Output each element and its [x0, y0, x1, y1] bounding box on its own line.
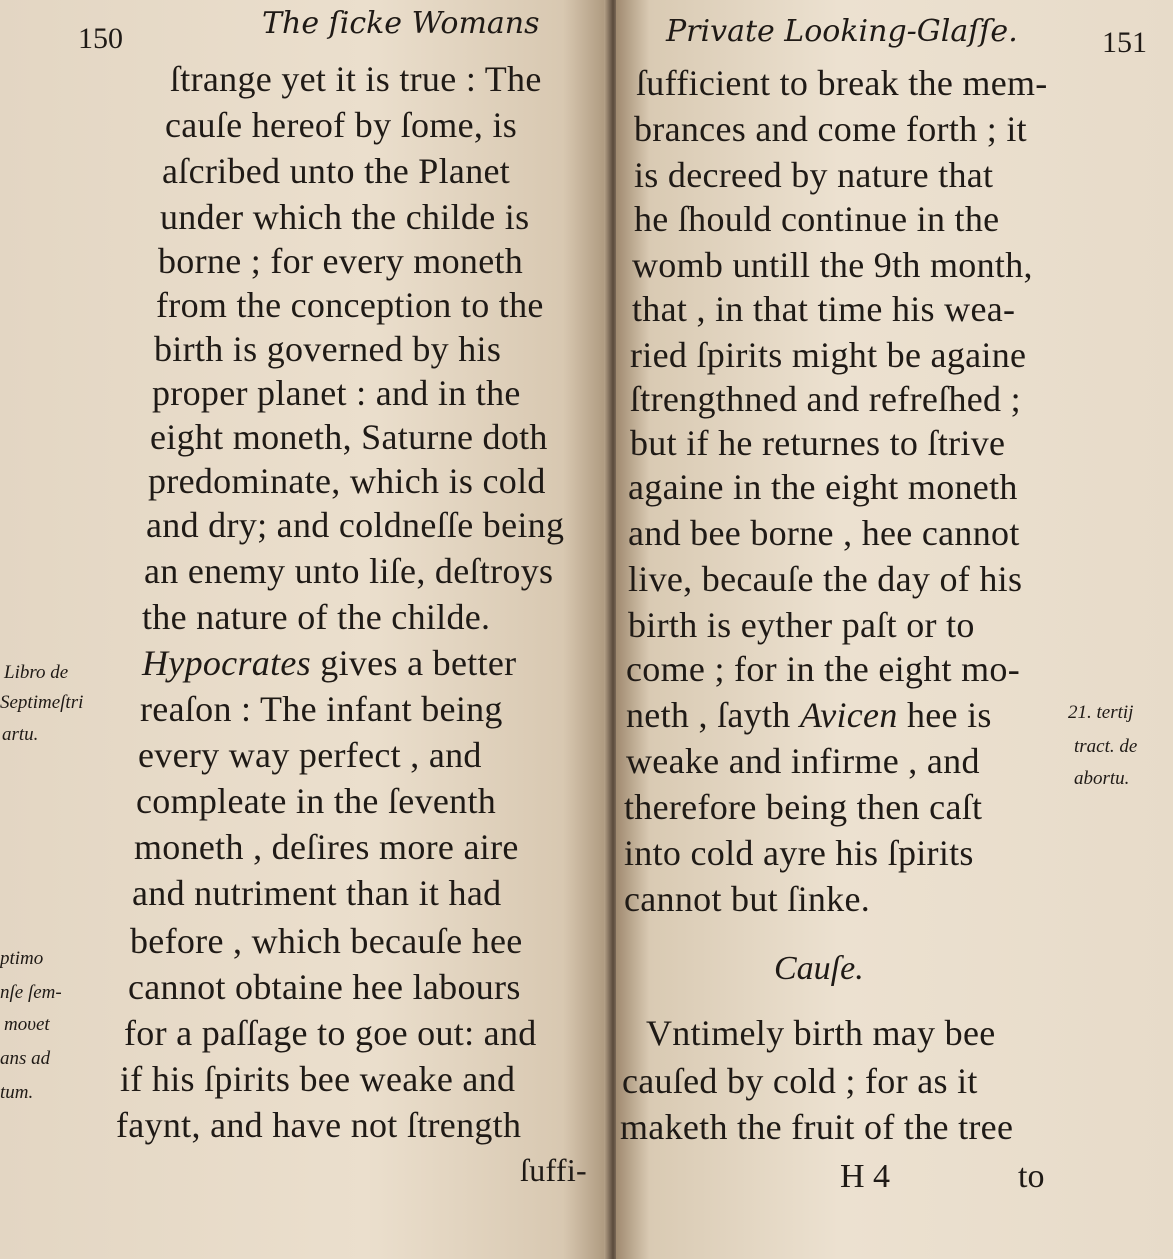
- hypocrates-name: Hypocrates: [142, 643, 311, 683]
- left-line: moneth , deſires more aire: [134, 827, 519, 867]
- right-page-number: 151: [1102, 26, 1147, 59]
- margin-note-line: tract. de: [1074, 736, 1138, 757]
- right-line: weake and infirme , and: [626, 741, 980, 781]
- right-line: ried ſpirits might be againe: [630, 335, 1027, 375]
- left-line: every way perfect , and: [138, 735, 482, 775]
- left-line: ſtrange yet it is true : The: [170, 59, 542, 99]
- right-line-text: hee is: [906, 695, 992, 735]
- signature-mark: H 4: [840, 1158, 891, 1195]
- right-line: come ; for in the eight mo-: [626, 649, 1020, 689]
- left-line: and nutriment than it had: [132, 873, 502, 913]
- right-line: live, becauſe the day of his: [628, 559, 1023, 599]
- left-line-text: gives a better: [320, 643, 517, 683]
- left-line-hypocrates: [142, 642, 516, 684]
- left-catchword: ſuffi-: [520, 1152, 587, 1188]
- right-line: he ſhould continue in the: [634, 199, 1000, 239]
- section-heading: Cauſe.: [774, 950, 864, 987]
- margin-note-line: 21. tertij: [1068, 702, 1134, 723]
- left-line: for a paſſage to goe out: and: [124, 1013, 537, 1053]
- left-line: if his ſpirits bee weake and: [120, 1059, 516, 1099]
- right-line: therefore being then caſt: [624, 787, 983, 827]
- left-line: an enemy unto liſe, deſtroys: [144, 551, 554, 591]
- left-page-number: 150: [78, 22, 123, 55]
- left-line: cauſe hereof by ſome, is: [165, 105, 518, 145]
- right-line: but if he returnes to ſtrive: [630, 423, 1006, 463]
- left-line: compleate in the ſeventh: [136, 781, 497, 821]
- right-line: brances and come forth ; it: [634, 109, 1027, 149]
- left-line: predominate, which is cold: [148, 461, 546, 501]
- left-line: eight moneth, Saturne doth: [150, 417, 548, 457]
- margin-note-line: ans ad: [0, 1048, 51, 1069]
- right-line-avicen: [626, 694, 992, 736]
- left-line: before , which becauſe hee: [130, 921, 523, 961]
- margin-note-line: moυet: [4, 1014, 50, 1035]
- right-catchword: to: [1018, 1158, 1045, 1195]
- right-line: againe in the eight moneth: [628, 467, 1018, 507]
- left-line: proper planet : and in the: [152, 373, 521, 413]
- right-line: that , in that time his wea-: [632, 289, 1016, 329]
- right-line: Vntimely birth may bee: [646, 1013, 996, 1053]
- left-line: birth is governed by his: [154, 329, 502, 369]
- margin-note-line: tum.: [0, 1082, 34, 1103]
- right-line: birth is eyther paſt or to: [628, 605, 975, 645]
- right-line: cannot but ſinke.: [624, 879, 871, 919]
- margin-note-line: ptimo: [0, 948, 44, 969]
- margin-note-line: artu.: [2, 724, 39, 745]
- right-line: and bee borne , hee cannot: [628, 513, 1020, 553]
- right-line-text: neth , ſayth: [626, 695, 791, 735]
- left-running-head: The ſicke Womans: [262, 6, 540, 41]
- right-line: womb untill the 9th month,: [632, 245, 1033, 285]
- left-line: cannot obtaine hee labours: [128, 967, 521, 1007]
- left-line: under which the childe is: [160, 197, 530, 237]
- right-line: maketh the fruit of the tree: [620, 1107, 1014, 1147]
- right-line: cauſed by cold ; for as it: [622, 1061, 978, 1101]
- right-running-head: Private Looking-Glaſſe.: [666, 14, 1018, 49]
- right-line: is decreed by nature that: [634, 155, 994, 195]
- right-line: ſtrengthned and refreſhed ;: [630, 379, 1021, 419]
- left-line: from the conception to the: [156, 285, 544, 325]
- left-line: borne ; for every moneth: [158, 241, 524, 281]
- margin-note-line: Libro de: [4, 662, 69, 683]
- left-line: the nature of the childe.: [142, 597, 491, 637]
- left-line: and dry; and coldneſſe being: [146, 505, 565, 545]
- margin-note-line: nſe ſem-: [0, 982, 62, 1003]
- right-line: into cold ayre his ſpirits: [624, 833, 974, 873]
- margin-note-line: abortu.: [1074, 768, 1130, 789]
- left-line: reaſon : The infant being: [140, 689, 503, 729]
- left-line: faynt, and have not ſtrength: [116, 1105, 522, 1145]
- avicen-name: Avicen: [799, 695, 898, 735]
- right-line: ſufficient to break the mem-: [636, 63, 1048, 103]
- margin-note-line: Septimeſtri: [0, 692, 84, 713]
- left-line: aſcribed unto the Planet: [162, 151, 511, 191]
- right-page: [616, 0, 1173, 1259]
